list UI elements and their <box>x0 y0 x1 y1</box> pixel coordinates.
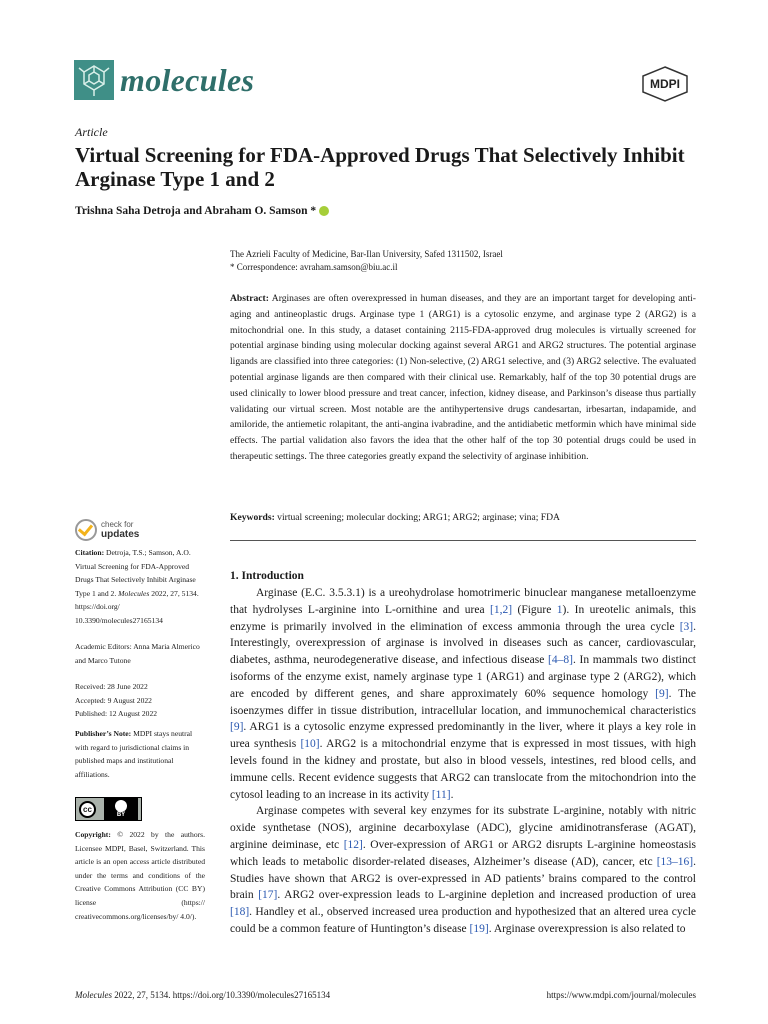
footer-url[interactable]: https://www.mdpi.com/journal/molecules <box>546 990 696 1000</box>
reference-link[interactable]: [9] <box>230 721 244 734</box>
citation-label: Citation: <box>75 548 105 557</box>
updates-line1: check for <box>101 520 134 529</box>
paragraph-text: . <box>450 788 454 801</box>
citation-text: Detroja, T.S.; Samson, A.O. Virtual Screening for FDA-Approved Drugs That Selectively Inhibit Arginase Type 1 and 2. <box>75 548 196 598</box>
reference-link[interactable]: 1 <box>556 603 563 616</box>
section-heading: 1. Introduction <box>230 570 304 582</box>
paragraph <box>230 585 696 803</box>
paragraph <box>230 803 696 937</box>
article-type: Article <box>75 125 108 139</box>
paragraph-text: ). In ureotelic animals, this enzyme is primarily involved in the elimination of excess ammonia through the urea cycle <box>230 603 696 633</box>
reference-link[interactable]: [12] <box>343 838 363 851</box>
affiliation-line: The Azrieli Faculty of Medicine, Bar-Ilan University, Safed 1311502, Israel <box>230 249 503 259</box>
paragraph-text: . ARG1 is a cytosolic enzyme expressed predominantly in the liver, where it plays a key role in urea synthesis <box>230 721 696 751</box>
person-icon <box>115 800 127 812</box>
reference-link[interactable]: [11] <box>431 788 451 801</box>
reference-link[interactable]: [13–16] <box>656 855 694 868</box>
paragraph-text: . Interestingly, overexpression of arginase is involved in diseases such as cancer, cardiovascular, diabetes, asthma, neurodegenerative disease, and infectious disease <box>230 620 696 667</box>
correspondence-line: * Correspondence: avraham.samson@biu.ac.il <box>230 261 398 272</box>
copyright-text: © 2022 by the authors. Licensee MDPI, Basel, Switzerland. This article is an open access article distributed under the terms and conditions of the Creative Commons Attribution (CC BY) license (https:// creativecommons.org/licenses/by/ 4.0/). <box>75 830 205 921</box>
paragraph-text: . Over-expression of ARG1 or ARG2 disrupts L-arginine homeostasis which leads to metabolic disorder-related diseases, Alzheimer’s disease (AD), cancer, etc <box>230 838 697 868</box>
paragraph-text: . Studies have shown that ARG2 is over-expressed in AD patients’ brains compared to the control brain <box>230 855 696 902</box>
citation-tail[interactable]: 2022, 27, 5134. https://doi.org/ 10.3390/molecules27165134 <box>75 588 199 625</box>
reference-link[interactable]: [4–8] <box>548 654 573 667</box>
journal-name: molecules <box>120 61 255 98</box>
reference-link[interactable]: [19] <box>469 922 489 935</box>
paragraph-text: Arginase competes with several key enzymes for its substrate L-arginine, notably with nitric oxide synthetase (NOS), arginine decarboxylase (ADC), glycine amidinotransferase (AGAT), arginine deiminase, etc <box>230 805 696 851</box>
reference-link[interactable]: [18] <box>230 906 250 919</box>
academic-editors: Academic Editors: Anna Maria Almerico and Marco Tutone <box>75 642 200 665</box>
paragraph-text: . Arginase overexpression is also related to <box>488 922 686 935</box>
reference-link[interactable]: [3] <box>679 620 694 633</box>
check-updates-icon <box>75 519 97 541</box>
note-text: MDPI stays neutral with regard to jurisdictional claims in published maps and institutional affiliations. <box>75 729 193 779</box>
journal-logo <box>74 60 254 100</box>
reference-link[interactable]: [10] <box>300 738 320 751</box>
affiliations <box>230 248 700 273</box>
check-for-updates-badge[interactable] <box>75 519 139 541</box>
paragraph-text: . In mammals two distinct isoforms of the enzyme exist, namely arginase type 1 (ARG1) and arginase type 2 (ARG2), which are encoded by different genes, and share approximately 60% sequence homology <box>230 654 697 700</box>
copyright-label: Copyright: <box>75 830 111 839</box>
paragraph-text: (Figure <box>512 603 557 616</box>
by-label: BY <box>116 811 126 818</box>
author-list <box>75 205 329 217</box>
citation-block <box>75 546 205 628</box>
reference-link[interactable]: [1,2] <box>490 603 513 616</box>
keywords <box>230 512 696 523</box>
publication-dates <box>75 680 205 721</box>
footer-citation <box>75 990 330 1000</box>
article-title: Virtual Screening for FDA-Approved Drugs That Selectively Inhibit Arginase Type 1 and 2 <box>75 143 685 191</box>
received-date: Received: 28 June 2022 <box>75 682 148 691</box>
paragraph-text: . The isoenzymes differ in tissue distribution, intracellular location, and immunochemical characteristics <box>230 687 696 717</box>
footer-journal: Molecules <box>75 990 112 1000</box>
updates-line2: updates <box>101 529 140 540</box>
body-text <box>230 585 696 938</box>
published-date: Published: 12 August 2022 <box>75 709 158 719</box>
paragraph-text: . Handley et al., observed increased urea production and hypothesized that an altered urea cycle could be a common feature of Huntington’s disease <box>230 906 696 935</box>
mdpi-logo-text: MDPI <box>650 77 680 91</box>
by-icon <box>104 798 138 820</box>
molecule-logo-icon <box>74 60 114 100</box>
orcid-icon[interactable] <box>319 206 329 216</box>
note-label: Publisher’s Note: <box>75 729 132 738</box>
reference-link[interactable]: [17] <box>258 889 278 902</box>
citation-journal: Molecules <box>118 588 150 598</box>
paragraph-text: Arginase (E.C. 3.5.3.1) is a ureohydrolase homotrimeric binuclear manganese metalloenzyme that hydrolyses L-arginine into L-ornithine and urea <box>230 587 696 616</box>
paragraph-text: . ARG2 is a mitochondrial enzyme that is expressed in most tissues, with high levels found in the kidney and prostate, but also in blood vessels, intestines, red blood cells, and immune cells. Recent evidence suggests that ARG2 can translocate from the mitochondrion into the cytosol leading to an increase in its activity <box>230 738 696 801</box>
check-updates-text <box>101 520 139 540</box>
abstract-text: Arginases are often overexpressed in human diseases, and they are an important target for developing anti-aging and antineoplastic drugs. Arginase type 1 (ARG1) is a cytosolic enzyme, and arginase type 2 (ARG2) is a mitochondrial one. In this study, a dataset containing 2115-FDA-approved drug molecules is virtually screened for potential arginase binding using molecular docking against several ARG1 and ARG2 structures. The potential arginase ligands are classified into three categories: (1) Non-selective, (2) ARG1 selective, and (3) ARG2 selective. The evaluated potential arginase ligands are then compared with their clinical use. Remarkably, half of the top 30 potential drugs are used clinically to lower blood pressure and treat cancer, infection, kidney disease, and Parkinson’s disease thus partially validating our virtual screen. Most notable are the antihypertensive drugs candesartan, irbesartan, indapamide, and amiloride, the antiemetic rolapitant, the anti-angina ivabradine, and the antidiabetic metformin which have minimal side effects. The partial validation also favors the idea that the other half of the top 30 potential drugs could be used in therapeutic settings. The three categories greatly expand the selectivity of arginase inhibition. <box>230 293 696 462</box>
cc-icon: cc <box>79 801 96 818</box>
publisher-note <box>75 727 205 781</box>
copyright-block <box>75 828 205 923</box>
abstract <box>230 291 696 465</box>
section-divider <box>230 540 696 541</box>
footer-citation-text[interactable]: 2022, 27, 5134. https://doi.org/10.3390/molecules27165134 <box>111 990 331 1000</box>
keywords-text: virtual screening; molecular docking; ARG1; ARG2; arginase; vina; FDA <box>277 512 560 523</box>
reference-link[interactable]: [9] <box>655 687 669 700</box>
abstract-label: Abstract: <box>230 293 269 304</box>
authors-text: Trishna Saha Detroja and Abraham O. Samson * <box>75 205 317 217</box>
keywords-label: Keywords: <box>230 512 275 523</box>
paragraph-text: . ARG2 over-expression leads to L-arginine depletion and increased production of urea <box>277 889 696 902</box>
mdpi-logo <box>640 66 690 102</box>
accepted-date: Accepted: 9 August 2022 <box>75 695 152 705</box>
cc-by-license-badge[interactable] <box>75 797 142 821</box>
